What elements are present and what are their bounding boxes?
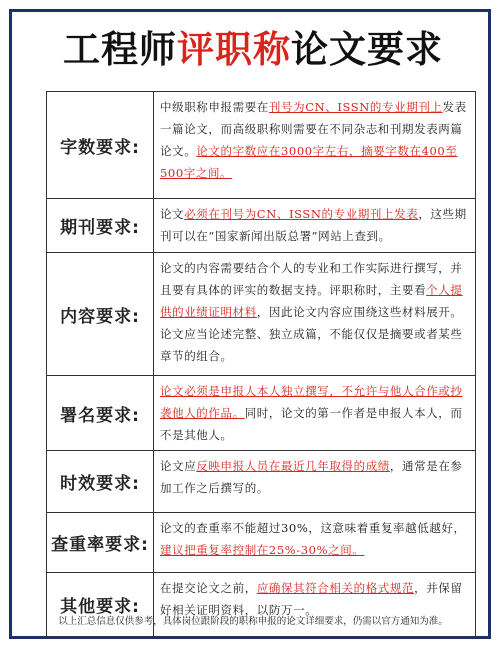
requirement-label: 内容要求: [47,253,154,376]
requirement-content [154,92,476,199]
title-part-3: 论文要求 [291,28,443,71]
body-text: ，这些期刊可以在“国家新闻出版总署”网站上查到。 [160,207,467,243]
highlighted-text: 论文必须是申报人本人独立撰写，不允许与他人合作或抄袭他人的作品。 [160,384,463,420]
body-text: ，通常是在参加工作之后撰写的。 [160,459,463,495]
requirement-row-journal [47,199,476,253]
body-text: 论文 [160,207,185,221]
document-frame [9,9,491,639]
requirement-label: 查重率要求: [47,513,154,573]
body-text: 论文的查重率不能超过30%，这意味着重复率越低越好， [160,521,466,535]
highlighted-text: 建议把重复率控制在25%-30%之间。 [160,543,365,557]
requirement-content [154,513,476,573]
highlighted-text: 个人提供的业绩证明材料 [160,283,463,319]
body-text: 中级职称申报需要在 [160,100,269,114]
requirement-label: 字数要求: [47,92,154,199]
body-text: 在提交论文之前， [160,581,257,595]
requirement-content [154,253,476,376]
requirement-content [154,199,476,253]
requirements-table [46,91,476,637]
requirement-row-authorship [47,376,476,451]
highlighted-text: 刊号为CN、ISSN的专业期刊上 [268,100,443,114]
requirement-row-content [47,253,476,376]
body-text: 同时，论文的第一作者是申报人本人，而不是其他人。 [160,406,463,442]
page-title [12,26,494,74]
footnote: 以上汇总信息仅供参考，具体岗位跟阶段的职称申报的论文详细要求，仍需以官方通知为准。 [58,616,448,627]
highlighted-text: 应确保其符合相关的格式规范 [256,581,415,595]
highlighted-text: 论文的字数应在3000字左右，摘要字数在400至500字之间。 [160,144,458,180]
highlighted-text: 必须在刊号为CN、ISSN的专业期刊上发表 [184,207,419,221]
requirement-row-timeliness [47,451,476,513]
body-text: ，因此论文内容应围绕这些材料展开。论文应当论述完整、独立成篇，不能仅仅是摘要或者某些章节的组合。 [160,305,463,363]
body-text: ，并保留好相关证明资料，以防万一。 [160,581,463,617]
requirement-label: 其他要求: [47,573,154,637]
requirement-content [154,451,476,513]
requirement-row-word-count [47,92,476,199]
body-text: 发表一篇论文，而高级职称则需要在不同杂志和刊期发表两篇论文。 [160,100,467,158]
requirement-content [154,376,476,451]
body-text: 论文应 [160,459,197,473]
requirement-label: 时效要求: [47,451,154,513]
body-text: 论文的内容需要结合个人的专业和工作实际进行撰写，并且要有具体的评实的数据支持。评职称时，主要看 [160,261,463,297]
title-part-1: 工程师 [63,28,177,71]
title-part-2: 评职称 [177,28,291,71]
highlighted-text: 反映申报人员在最近几年取得的成绩 [196,459,390,473]
requirement-label: 署名要求: [47,376,154,451]
requirement-row-plagiarism [47,513,476,573]
requirement-label: 期刊要求: [47,199,154,253]
